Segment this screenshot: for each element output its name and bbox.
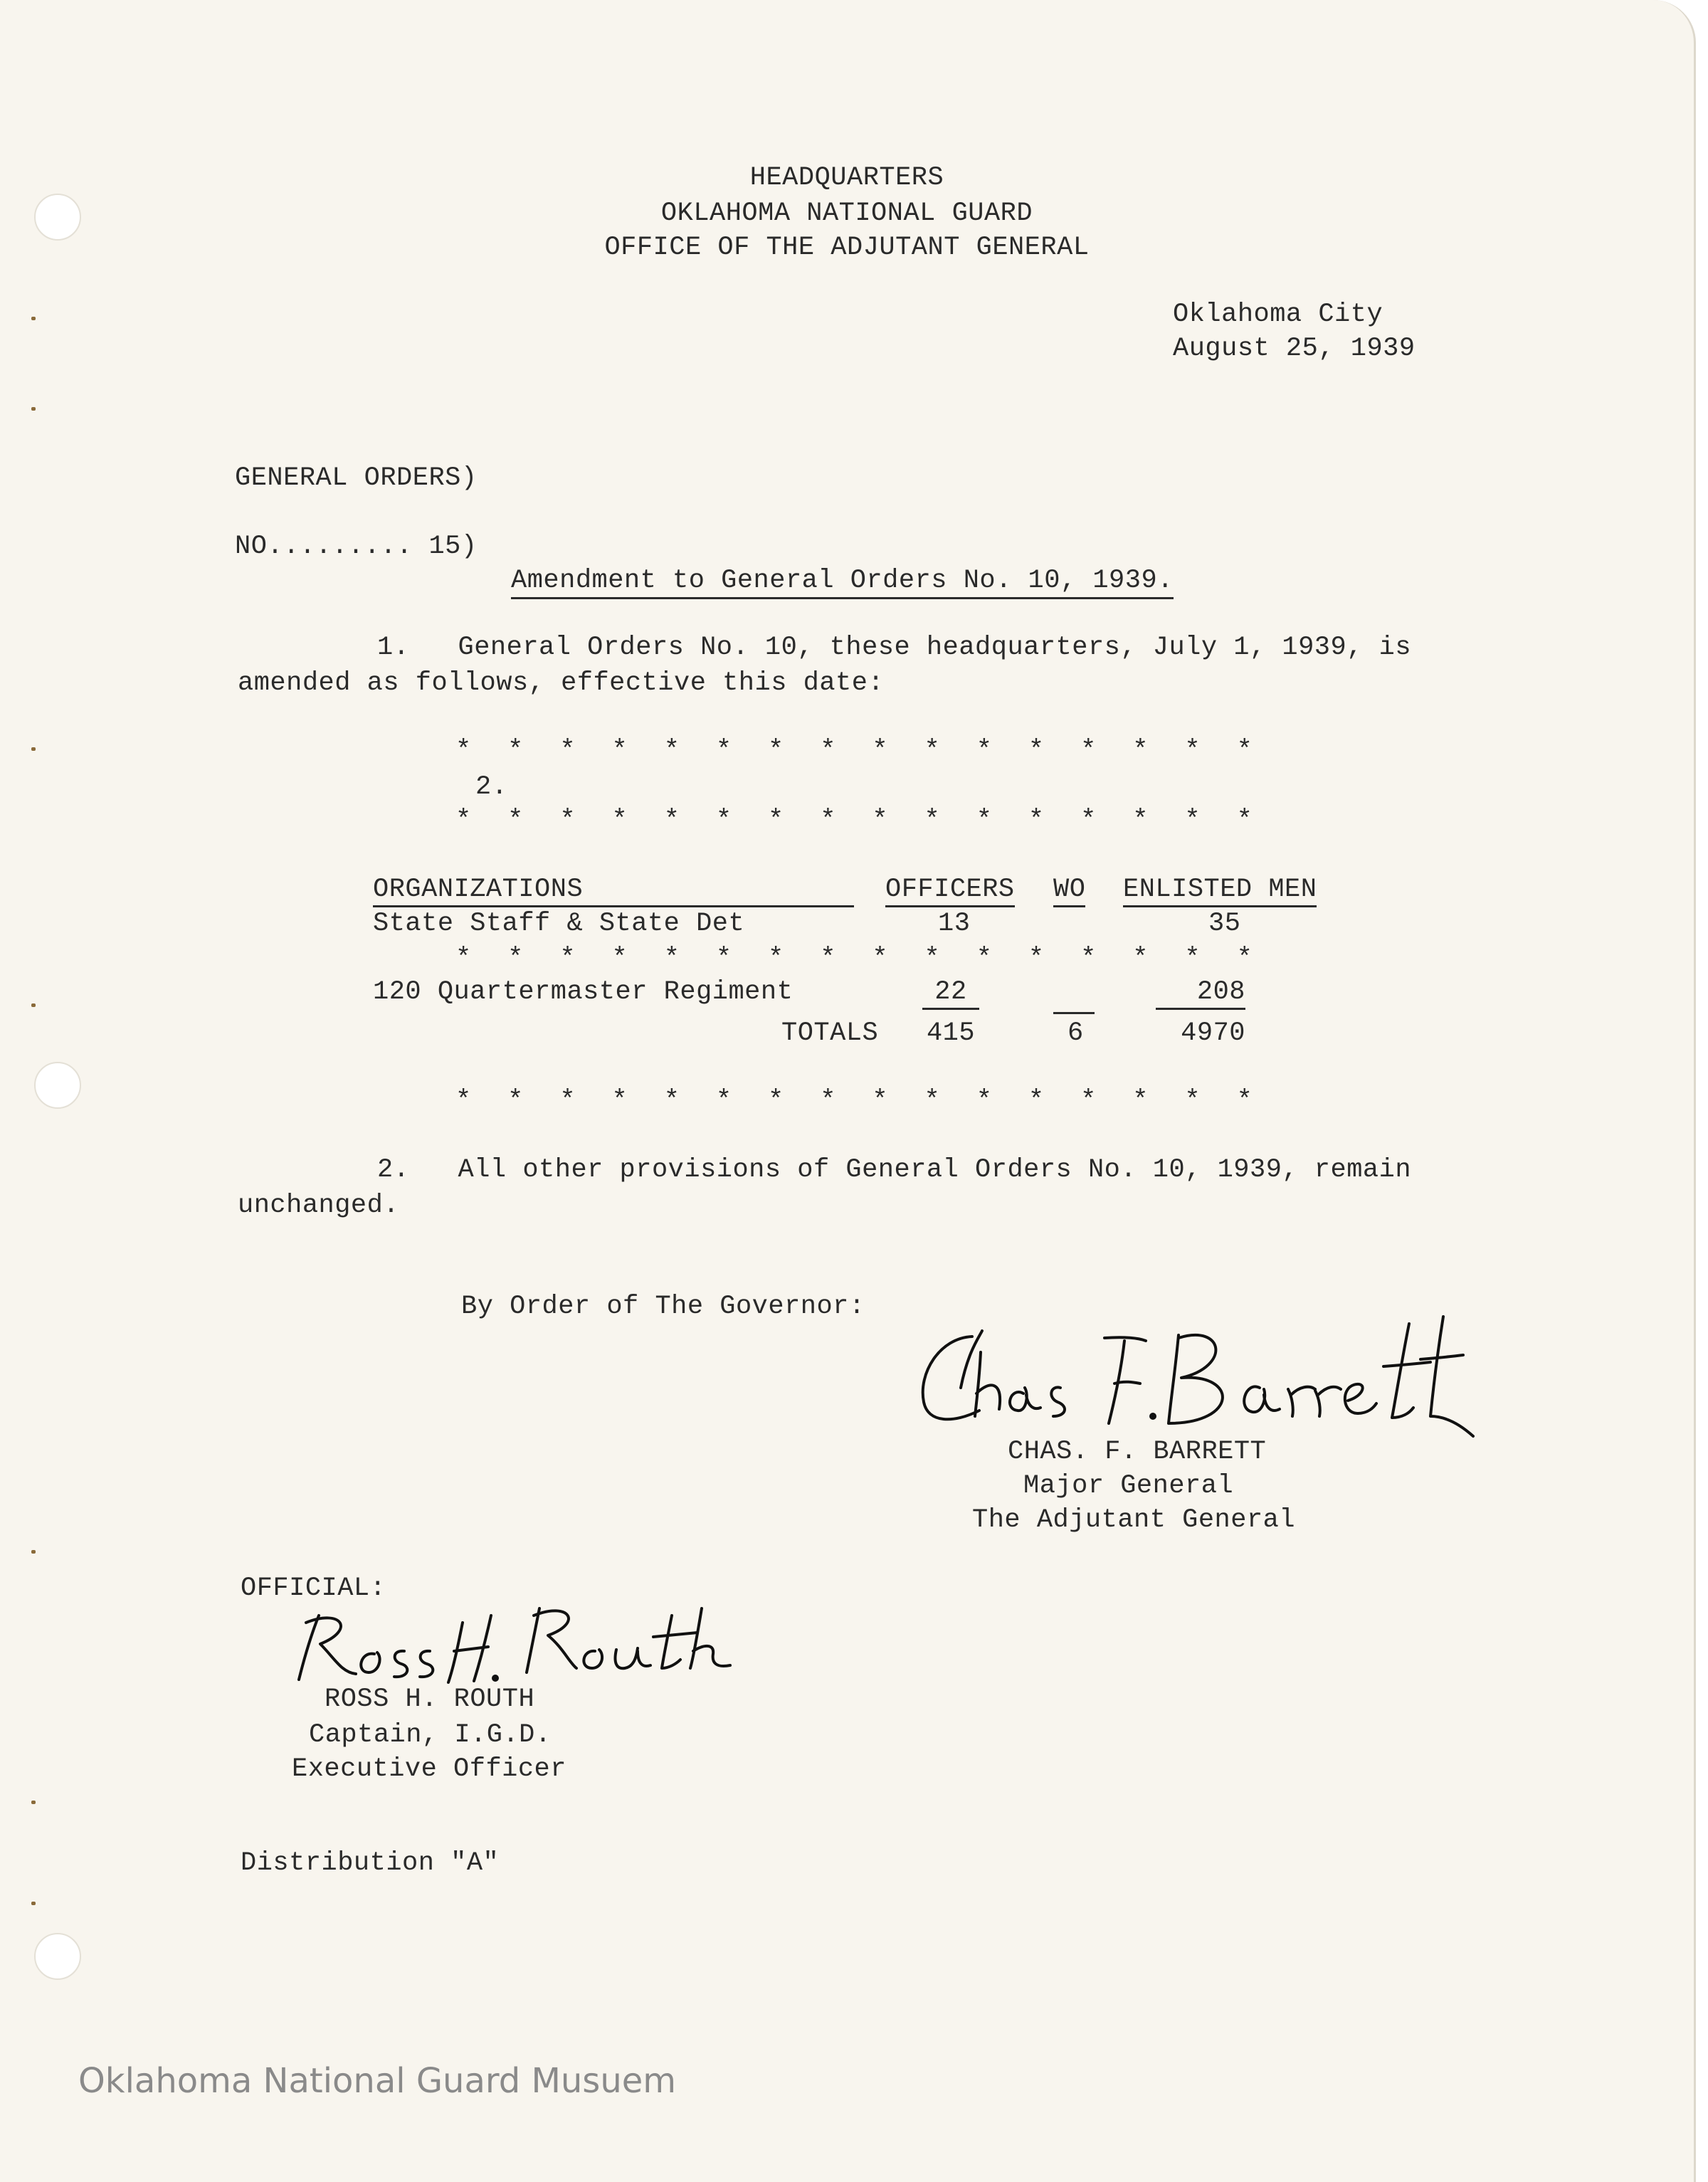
table-row-enlisted: 35 [1208,909,1241,939]
totals-officers: 415 [926,1018,976,1048]
order-subject: Amendment to General Orders No. 10, 1939. [511,566,1174,599]
museum-watermark: Oklahoma National Guard Musuem [78,2061,677,2101]
order-number: NO......... 15) [235,532,478,562]
table-row-org: State Staff & State Det [373,909,745,939]
binder-hole [34,1062,81,1109]
header-enlisted: ENLISTED MEN [1123,874,1317,907]
official-signer-name: ROSS H. ROUTH [325,1685,535,1714]
asterisk-row: * * * * * * * * * * * * * * * * [455,806,1253,836]
routh-signature [278,1594,733,1694]
header-wo: WO [1053,874,1085,907]
header-officers: OFFICERS [885,874,1015,907]
totals-label: TOTALS [781,1018,879,1048]
paper-speck [31,317,36,320]
wo-rule [1053,1012,1095,1014]
place: Oklahoma City [1173,300,1383,330]
paper-speck [31,1902,36,1905]
official-signer-rank: Captain, I.G.D. [309,1720,552,1750]
asterisk-row: * * * * * * * * * * * * * * * * [455,944,1253,974]
table-row-enlisted: 208 [1156,976,1245,1010]
governor-signer-rank: Major General [1023,1471,1234,1501]
totals-enlisted: 4970 [1181,1018,1245,1048]
paper-speck [31,1801,36,1804]
binder-hole [34,1933,81,1980]
paragraph-2-line-1: 2. All other provisions of General Orders No. 10, 1939, remain [377,1155,1412,1185]
table-row-officers: 22 [922,976,979,1010]
paragraph-2-line-2: unchanged. [238,1191,400,1221]
header-line-3: OFFICE OF THE ADJUTANT GENERAL [604,233,1090,263]
paragraph-1-line-2: amended as follows, effective this date: [238,668,885,698]
totals-wo: 6 [1068,1018,1084,1048]
header-organizations: ORGANIZATIONS [373,874,854,907]
paper-speck [31,747,36,751]
governor-signer-title: The Adjutant General [972,1505,1296,1535]
by-order-of-governor: By Order of The Governor: [461,1292,865,1322]
asterisk-row: * * * * * * * * * * * * * * * * [455,1086,1253,1116]
paragraph-1-line-1: 1. General Orders No. 10, these headquarters, July 1, 1939, is [377,633,1412,663]
header-line-1: HEADQUARTERS [749,163,944,193]
date: August 25, 1939 [1173,334,1416,364]
paper-speck [31,1003,36,1007]
asterisk-row: * * * * * * * * * * * * * * * * [455,736,1253,766]
governor-signer-name: CHAS. F. BARRETT [1008,1437,1267,1467]
table-row-org: 120 Quartermaster Regiment [373,977,794,1007]
general-orders-label: GENERAL ORDERS) [235,463,478,493]
barrett-signature [911,1309,1480,1445]
official-signer-title: Executive Officer [292,1754,566,1784]
paper-speck [31,407,36,411]
item-number: 2. [475,772,508,802]
table-row-officers: 13 [938,909,971,939]
header-line-2: OKLAHOMA NATIONAL GUARD [660,199,1033,228]
official-label: OFFICIAL: [241,1574,386,1603]
paper-speck [31,1550,36,1554]
distribution: Distribution "A" [241,1848,500,1878]
